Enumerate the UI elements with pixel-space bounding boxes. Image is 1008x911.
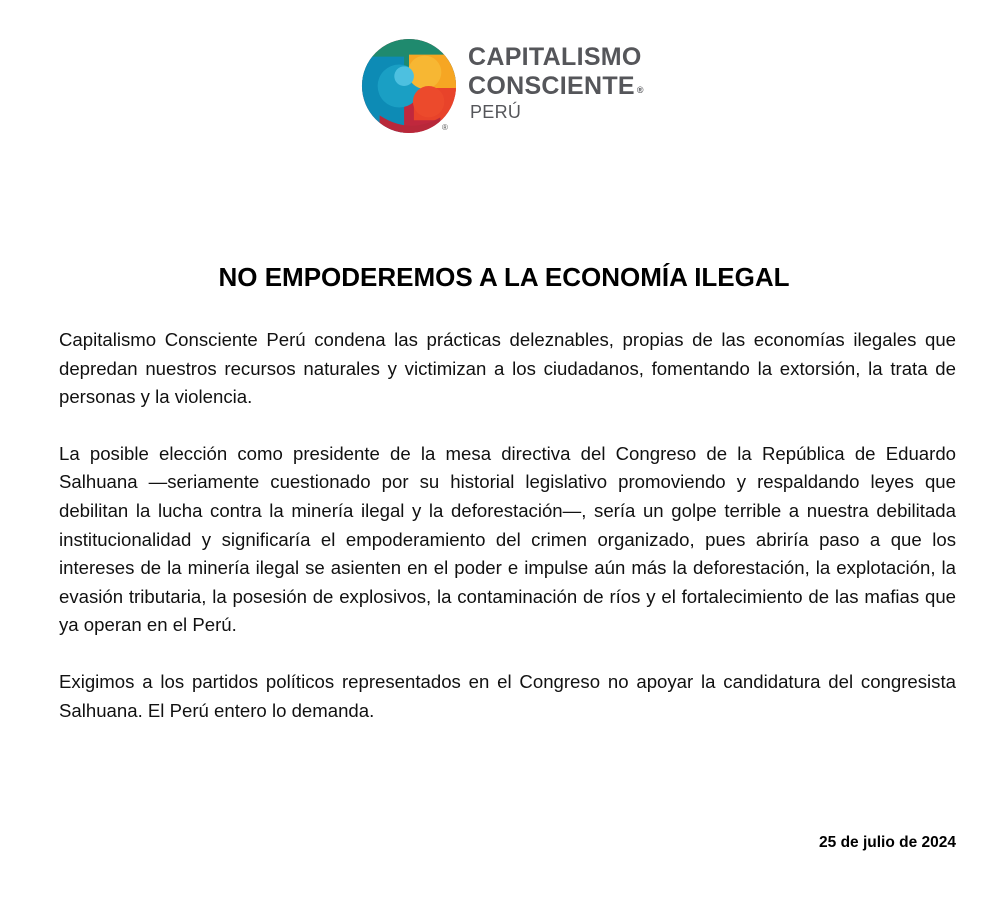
logo-text-consciente: CONSCIENTE	[468, 72, 635, 100]
document-body	[59, 326, 956, 753]
logo-text-peru: PERÚ	[470, 102, 522, 122]
capitalismo-consciente-logo	[360, 37, 670, 137]
document-date: 25 de julio de 2024	[819, 834, 956, 851]
paragraph-1: Capitalismo Consciente Perú condena las prácticas deleznables, propias de las economías ilegales que depredan nuestros recursos naturales y victimizan a los ciudadanos, fomentando la extorsión, la trata de personas y la violencia.	[59, 329, 956, 408]
logo-text-consciente-row	[468, 72, 644, 101]
paragraph-3: Exigimos a los partidos políticos representados en el Congreso no apoyar la candidatura del congresista Salhuana. El Perú entero lo demanda.	[59, 670, 956, 721]
logo-wordmark	[468, 43, 644, 123]
logo-registered-mark: ®	[636, 85, 644, 95]
paragraph-2: La posible elección como presidente de la mesa directiva del Congreso de la República de Eduardo Salhuana —seriamente cuestionado por su historial legislativo promoviendo y respaldando leyes que debilitan la lucha contra la minería ilegal y la deforestación—, sería un golpe terrible a nuestra debilitada institucionalidad y significaría el empoderamiento del crimen organizado, pues abriría paso a que los intereses de la minería ilegal se asienten en el poder e impulse aún más la deforestación, la explotación, la evasión tributaria, la posesión de explosivos, la contaminación de ríos y el fortalecimiento de las mafias que ya operan en el Perú.	[59, 442, 956, 636]
registered-mark: ®	[442, 123, 448, 132]
document-title: NO EMPODEREMOS A LA ECONOMÍA ILEGAL	[218, 262, 790, 292]
logo-text-capitalismo: CAPITALISMO	[468, 43, 642, 71]
logo-circles-icon	[360, 37, 458, 135]
